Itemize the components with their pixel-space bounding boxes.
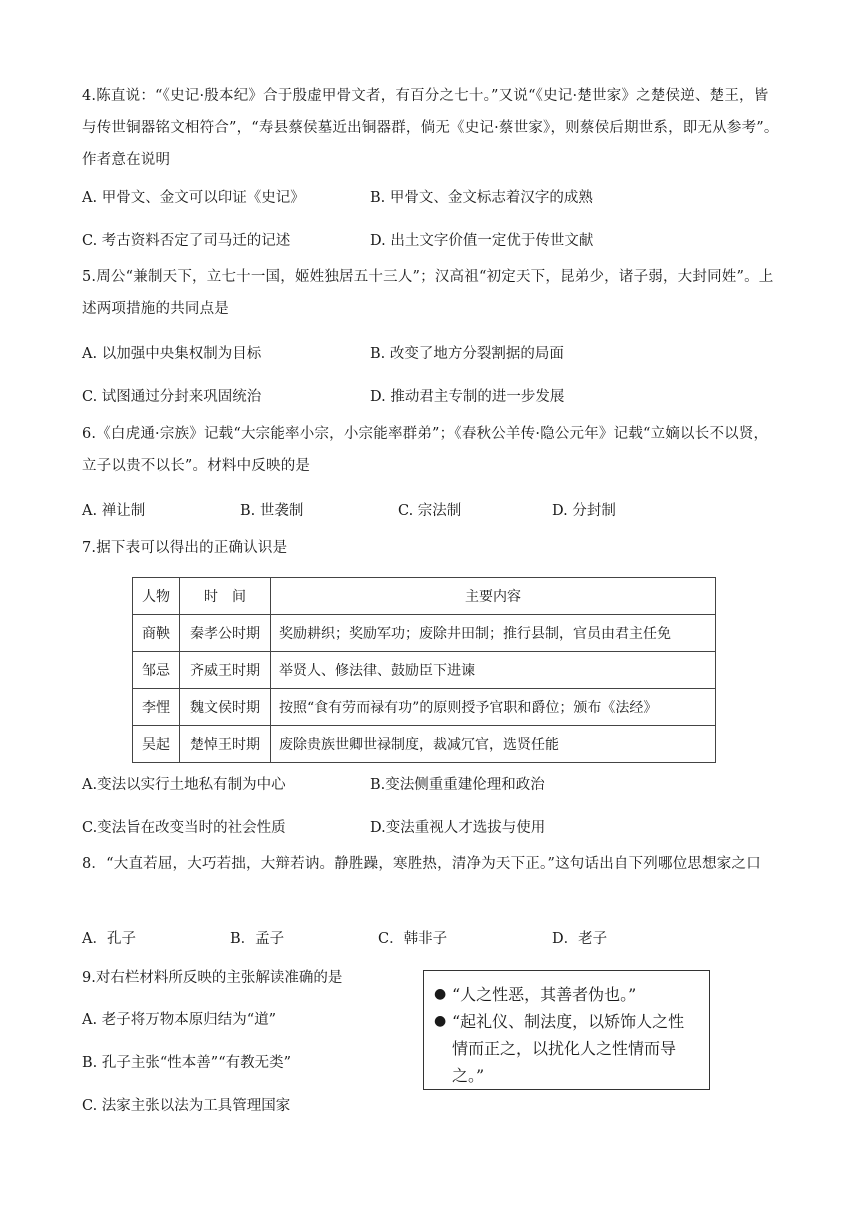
- q5-stem: 5.周公“兼制天下，立七十一国，姬姓独居五十三人”；汉高祖“初定天下，昆弟少，诸子弱，大封同姓”。上述两项措施的共同点是: [82, 269, 774, 317]
- q5-option-d[interactable]: D. 推动君主专制的进一步发展: [370, 389, 565, 405]
- table-cell: 李悝: [133, 689, 180, 726]
- bullet-icon: ●: [434, 1013, 447, 1029]
- table-cell: 秦孝公时期: [180, 615, 271, 652]
- bullet-icon: ●: [434, 986, 447, 1002]
- table-header-row: [133, 578, 716, 615]
- table-row: [133, 652, 716, 689]
- reform-table: [132, 577, 716, 763]
- q7-option-c[interactable]: C.变法旨在改变当时的社会性质: [82, 820, 286, 836]
- table-row: [133, 689, 716, 726]
- table-cell: 齐威王时期: [180, 652, 271, 689]
- q8-stem: 8．“大直若屈，大巧若拙，大辩若讷。静胜躁，寒胜热，清净为天下正。”这句话出自下列哪位思想家之口: [82, 856, 761, 872]
- table-cell: 魏文侯时期: [180, 689, 271, 726]
- q7-option-d[interactable]: D.变法重视人才选拔与使用: [370, 820, 546, 836]
- quote-line: [434, 981, 699, 1008]
- quote-box: [423, 970, 710, 1090]
- table-cell: 举贤人、修法律、鼓励臣下进谏: [271, 652, 716, 689]
- quote-text: “起礼仪、制法度，以矫饰人之性情而正之，以扰化人之性情而导之。”: [452, 1012, 685, 1085]
- q9-option-a[interactable]: A. 老子将万物本原归结为“道”: [82, 1012, 277, 1028]
- q7-stem: 7.据下表可以得出的正确认识是: [82, 540, 288, 556]
- table-cell: 废除贵族世卿世禄制度，裁减冗官，选贤任能: [271, 726, 716, 763]
- q6-stem: 6.《白虎通·宗族》记载“大宗能率小宗，小宗能率群弟”；《春秋公羊传·隐公元年》记载“立嫡以长不以贤，立子以贵不以长”。材料中反映的是: [82, 426, 769, 474]
- table-cell: 吴起: [133, 726, 180, 763]
- table-header: 时 间: [180, 578, 271, 615]
- q5-option-b[interactable]: B. 改变了地方分裂割据的局面: [370, 346, 564, 362]
- table-cell: 楚悼王时期: [180, 726, 271, 763]
- q7-option-a[interactable]: A.变法以实行土地私有制为中心: [82, 777, 286, 793]
- q8-option-c[interactable]: C．韩非子: [378, 931, 448, 947]
- table-cell: 商鞅: [133, 615, 180, 652]
- table-cell: 邹忌: [133, 652, 180, 689]
- q4-option-d[interactable]: D. 出土文字价值一定优于传世文献: [370, 233, 594, 249]
- table-header: 主要内容: [271, 578, 716, 615]
- q6-option-d[interactable]: D. 分封制: [552, 503, 616, 519]
- q4-stem: 4.陈直说：“《史记·殷本纪》合于殷虚甲骨文者，有百分之七十。”又说“《史记·楚世家》之楚侯逆、楚王，皆与传世铜器铭文相符合”，“寿县蔡侯墓近出铜器群，倘无《史记·蔡世家》，则蔡侯后期世系，即无从参考”。作者意在说明: [82, 88, 779, 168]
- q9-option-c[interactable]: C. 法家主张以法为工具管理国家: [82, 1098, 291, 1114]
- q8-option-d[interactable]: D．老子: [552, 931, 608, 947]
- q4-option-b[interactable]: B. 甲骨文、金文标志着汉字的成熟: [370, 190, 593, 206]
- quote-line: [434, 1008, 699, 1089]
- table-cell: 奖励耕织；奖励军功；废除井田制；推行县制，官员由君主任免: [271, 615, 716, 652]
- q7-option-b[interactable]: B.变法侧重重建伦理和政治: [370, 777, 545, 793]
- q8-option-b[interactable]: B．孟子: [230, 931, 285, 947]
- q4-option-c[interactable]: C. 考古资料否定了司马迁的记述: [82, 233, 291, 249]
- quote-text: “人之性恶，其善者伪也。”: [452, 985, 637, 1004]
- q6-option-c[interactable]: C. 宗法制: [398, 503, 462, 519]
- table-row: [133, 726, 716, 763]
- table-row: [133, 615, 716, 652]
- q6-option-a[interactable]: A. 禅让制: [82, 503, 146, 519]
- q9-stem: 9.对右栏材料所反映的主张解读准确的是: [82, 970, 343, 986]
- table-cell: 按照“食有劳而禄有功”的原则授予官职和爵位；颁布《法经》: [271, 689, 716, 726]
- q4-option-a[interactable]: A. 甲骨文、金文可以印证《史记》: [82, 190, 305, 206]
- q9-option-b[interactable]: B. 孔子主张“性本善”“有教无类”: [82, 1055, 292, 1071]
- q5-option-c[interactable]: C. 试图通过分封来巩固统治: [82, 389, 262, 405]
- q6-option-b[interactable]: B. 世袭制: [240, 503, 304, 519]
- q8-option-a[interactable]: A．孔子: [82, 931, 136, 947]
- q5-option-a[interactable]: A. 以加强中央集权制为目标: [82, 346, 262, 362]
- table-header: 人物: [133, 578, 180, 615]
